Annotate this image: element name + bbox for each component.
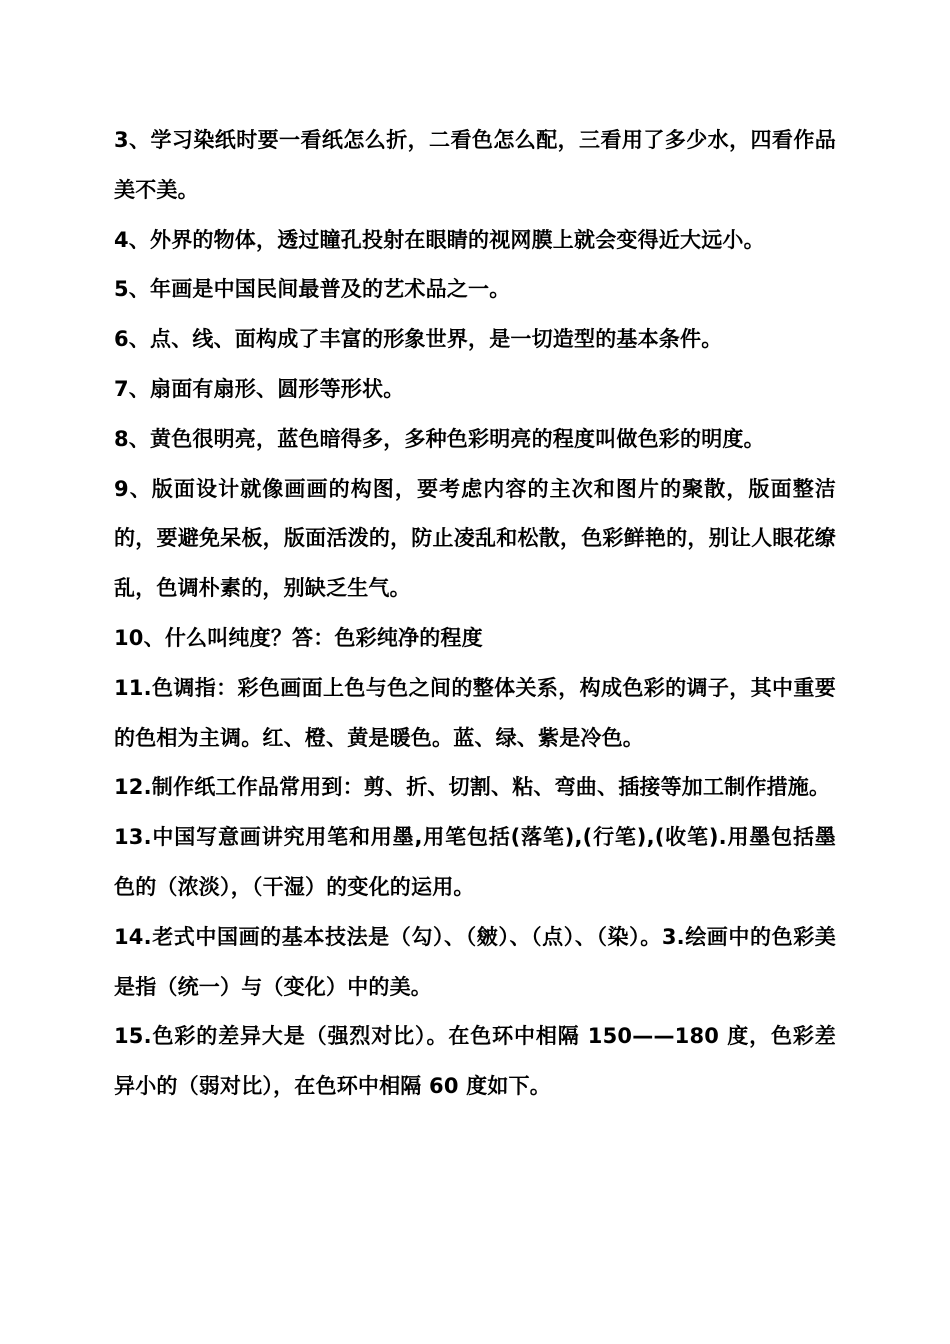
paragraph-8: 8、黄色很明亮，蓝色暗得多，多种色彩明亮的程度叫做色彩的明度。 [114,426,765,451]
paragraph-12: 12.制作纸工作品常用到：剪、折、切割、粘、弯曲、插接等加工制作措施。 [114,775,831,800]
document-body [114,116,836,1112]
paragraph-7: 7、扇面有扇形、圆形等形状。 [114,376,405,401]
paragraph-15: 15.色彩的差异大是（强烈对比）。在色环中相隔 150——180 度，色彩差异小的（弱对比），在色环中相隔 60 度如下。 [114,1024,836,1099]
paragraph-3: 3、学习染纸时要一看纸怎么折，二看色怎么配，三看用了多少水，四看作品美不美。 [114,128,836,202]
paragraph-11: 11.色调指：彩色画面上色与色之间的整体关系，构成色彩的调子，其中重要的色相为主调。红、橙、黄是暖色。蓝、绿、紫是冷色。 [114,675,836,750]
paragraph-13: 13.中国写意画讲究用笔和用墨,用笔包括(落笔),(行笔),(收笔).用墨包括墨色的（浓淡），（干湿）的变化的运用。 [114,825,836,899]
paragraph-9: 9、版面设计就像画画的构图，要考虑内容的主次和图片的聚散，版面整洁的，要避免呆板，版面活泼的，防止凌乱和松散，色彩鲜艳的，别让人眼花缭乱，色调朴素的，别缺乏生气。 [114,476,836,601]
paragraph-5: 5、年画是中国民间最普及的艺术品之一。 [114,277,511,302]
paragraph-14: 14.老式中国画的基本技法是（勾）、（皴）、（点）、（染）。3.绘画中的色彩美是指（统一）与（变化）中的美。 [114,924,836,999]
paragraph-6: 6、点、线、面构成了丰富的形象世界，是一切造型的基本条件。 [114,327,723,352]
paragraph-10: 10、什么叫纯度？答：色彩纯净的程度 [114,625,483,650]
paragraph-4: 4、外界的物体，透过瞳孔投射在眼睛的视网膜上就会变得近大远小。 [114,227,765,252]
